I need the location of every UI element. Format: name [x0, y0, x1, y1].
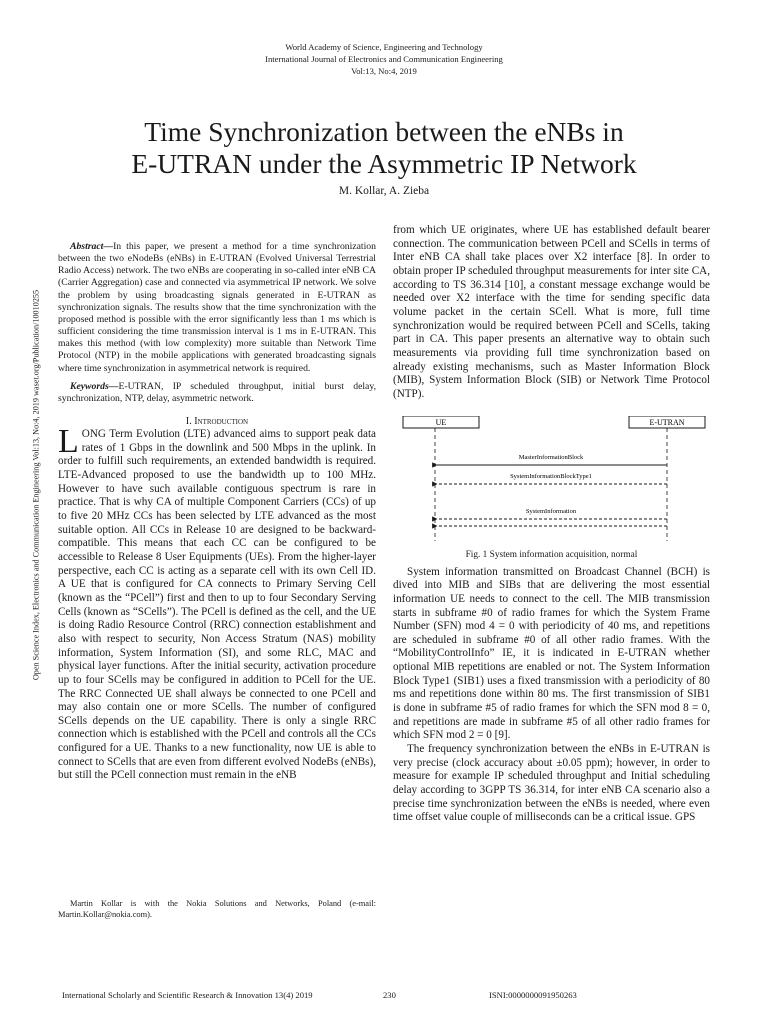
right-column	[393, 224, 710, 825]
footer-isni: ISNI:0000000091950263	[489, 990, 577, 1000]
abstract	[58, 241, 376, 375]
keywords-dash: —	[108, 380, 119, 392]
abstract-dash: —	[103, 241, 114, 252]
header-line-3: Vol:13, No:4, 2019	[351, 66, 417, 76]
section-title: Introduction	[194, 416, 249, 428]
figure-1	[393, 416, 710, 541]
abstract-label: Abstract	[70, 241, 104, 252]
eutran-actor-label: E-UTRAN	[649, 417, 685, 427]
abstract-text: In this paper, we present a method for a time synchronization between the two eNodeBs (eNBs) in E-UTRAN (Evolved Universal Terrestrial Radio Access) network. The two eNBs are cooperating in so-called inter eNB CA (Carrier Aggregation) case and connected via asymmetrical IP network. We solve the problem by using broadcasting signals generated in E-UTRAN as synchronization signals. The results show that the time synchronization with the proposed method is possible with the error significantly less than 1 ms which is sufficient considering the time transmission interval is 1 ms in E-UTRAN. This makes this method (with low complexity) more suitable than Network Time Protocol (NTP) in the mobile applications with generated broadcasting signals where time synchronization in asymmetrical network is required.	[58, 241, 376, 374]
intro-paragraph	[58, 423, 376, 783]
author-footnote: Martin Kollar is with the Nokia Solutions and Networks, Poland (e-mail: Martin.Kollar@nokia.com).	[58, 899, 376, 919]
footer-page-number: 230	[383, 990, 396, 1000]
intro-text: ONG Term Evolution (LTE) advanced aims to support peak data rates of 1 Gbps in the downlink and 500 Mbps in the uplink. In order to fulfill such requirements, an extended bandwidth is required. LTE-Advanced proposed to use the bandwidth up to 100 MHz. However to have such available contiguous spectrum is rare in practice. That is why CA of multiple Component Carriers (CCs) of up to five 20 MHz CCs has been selected by LTE advanced as the most suitable option. All CCs in Release 10 are designed to be backward-compatible. This means that each CC can be configured to be accessible to Release 8 User Equipments (UEs). From the higher-layer perspective, each CC is acting as a separate cell with its own Cell ID. A UE that is configured for CA connects to Primary Serving Cell (known as the “PCell”) first and then to up to four Secondary Serving Cells (known as “SCells”). The PCell is defined as the cell, and the UE is doing Radio Resource Control (RRC) connection establishment and also with respect to security, Non Access Stratum (NAS) mobility information, System Information (SI), and some RLC, MAC and physical layer functions. After the initial security, activation procedure up to four SCells may be configured in addition to PCell for the UE. The RRC Connected UE shall always be connected to one PCell and may also contain one or more SCells. The number of configured SCells depends on the UE capability. There is only a single RRC connection which is established with the PCell and controls all the CCs configured for a UE. Thanks to a new functionality, now UE is able to connect to SCells that are even from different evolved NodeBs (eNBs), but still the PCell connection must remain in the eNB	[58, 428, 376, 782]
msg-master-information-block-label: MasterInformationBlock	[518, 453, 584, 461]
side-index-strip	[30, 289, 42, 681]
ue-actor-label: UE	[435, 417, 447, 427]
section-heading	[58, 416, 376, 427]
paper-title	[0, 116, 768, 180]
right-paragraph-2: System information transmitted on Broadcast Channel (BCH) is dived into MIB and SIBs that are delivering the most essential information UE needs to connect to the cell. The MIB transmission starts in subframe #0 of radio frames for which the System Frame Number (SFN) mod 4 = 0 with periodicity of 40 ms, and repetitions are scheduled in subframe #0 of all other radio frames. With the “MobilityControlInfo” IE, it is indicated in E-UTRAN whether optional MIB repetitions are enabled or not. The System Information Block Type1 (SIB1) uses a fixed transmission with a periodicity of 80 ms and repetitions done within 80 ms. The first transmission of SIB1 is done in subframe #5 of radio frames for which the SFN mod 8 = 0, and repetitions are made in subframe #5 of all other radio frames for which SFN mod 2 = 0 [9].	[393, 565, 710, 742]
msg-system-information-label: SystemInformation	[525, 507, 577, 515]
section-numeral: I.	[185, 416, 192, 428]
keywords-text: E-UTRAN, IP scheduled throughput, initial burst delay, synchronization, NTP, delay, asymmetric network.	[58, 380, 376, 404]
keywords-label: Keywords	[70, 380, 109, 392]
footer-publisher: International Scholarly and Scientific Research & Innovation 13(4) 2019	[62, 990, 313, 1000]
left-column	[58, 241, 376, 783]
right-paragraph-3: The frequency synchronization between the eNBs in E-UTRAN is very precise (clock accuracy about ±0.05 ppm); however, in order to measure for example IP scheduled throughput and Initial scheduling delay according to 3GPP TS 36.314, for inter eNB CA scenario also a precise time synchronization between the eNBs is needed, where even time offset value couple of milliseconds can be a critical issue. GPS	[393, 743, 710, 824]
side-index-text: Open Science Index, Electronics and Communication Engineering Vol:13, No:4, 2019 waset.org/Publication/10010255	[31, 289, 41, 681]
journal-header	[0, 41, 768, 77]
figure-caption: Fig. 1 System information acquisition, normal	[465, 549, 638, 560]
msg-sib1-label: SystemInformationBlockType1	[510, 472, 592, 480]
right-paragraph-1: from which UE originates, where UE has established default bearer connection. The communication between PCell and SCells in terms of Inter eNB CA shall take places over X2 interface [8]. In order to obtain proper IP scheduled throughput measurements for inter site CA, according to TS 36.314 [10], a constant message exchange would be needed over X2 interface with the time for sending specific data volume packet in the certain SCell. What is more, full time synchronization would be required between PCell and SCells, taking part in CA. This paper presents an alternative way to obtain such measurements via providing full time synchronization based on already existing mechanisms, such as Master Information Block (MIB), System Information Block (SIB) or Network Time Protocol (NTP).	[393, 224, 710, 400]
header-line-1: World Academy of Science, Engineering and Technology	[285, 42, 483, 52]
keywords	[58, 381, 376, 405]
sequence-diagram	[393, 416, 710, 541]
drop-cap: L	[58, 423, 79, 461]
title-line-2: E-UTRAN under the Asymmetric IP Network	[131, 148, 637, 179]
authors: M. Kollar, A. Zieba	[338, 185, 430, 197]
header-line-2: International Journal of Electronics and Communication Engineering	[265, 54, 503, 64]
title-line-1: Time Synchronization between the eNBs in	[144, 116, 624, 147]
